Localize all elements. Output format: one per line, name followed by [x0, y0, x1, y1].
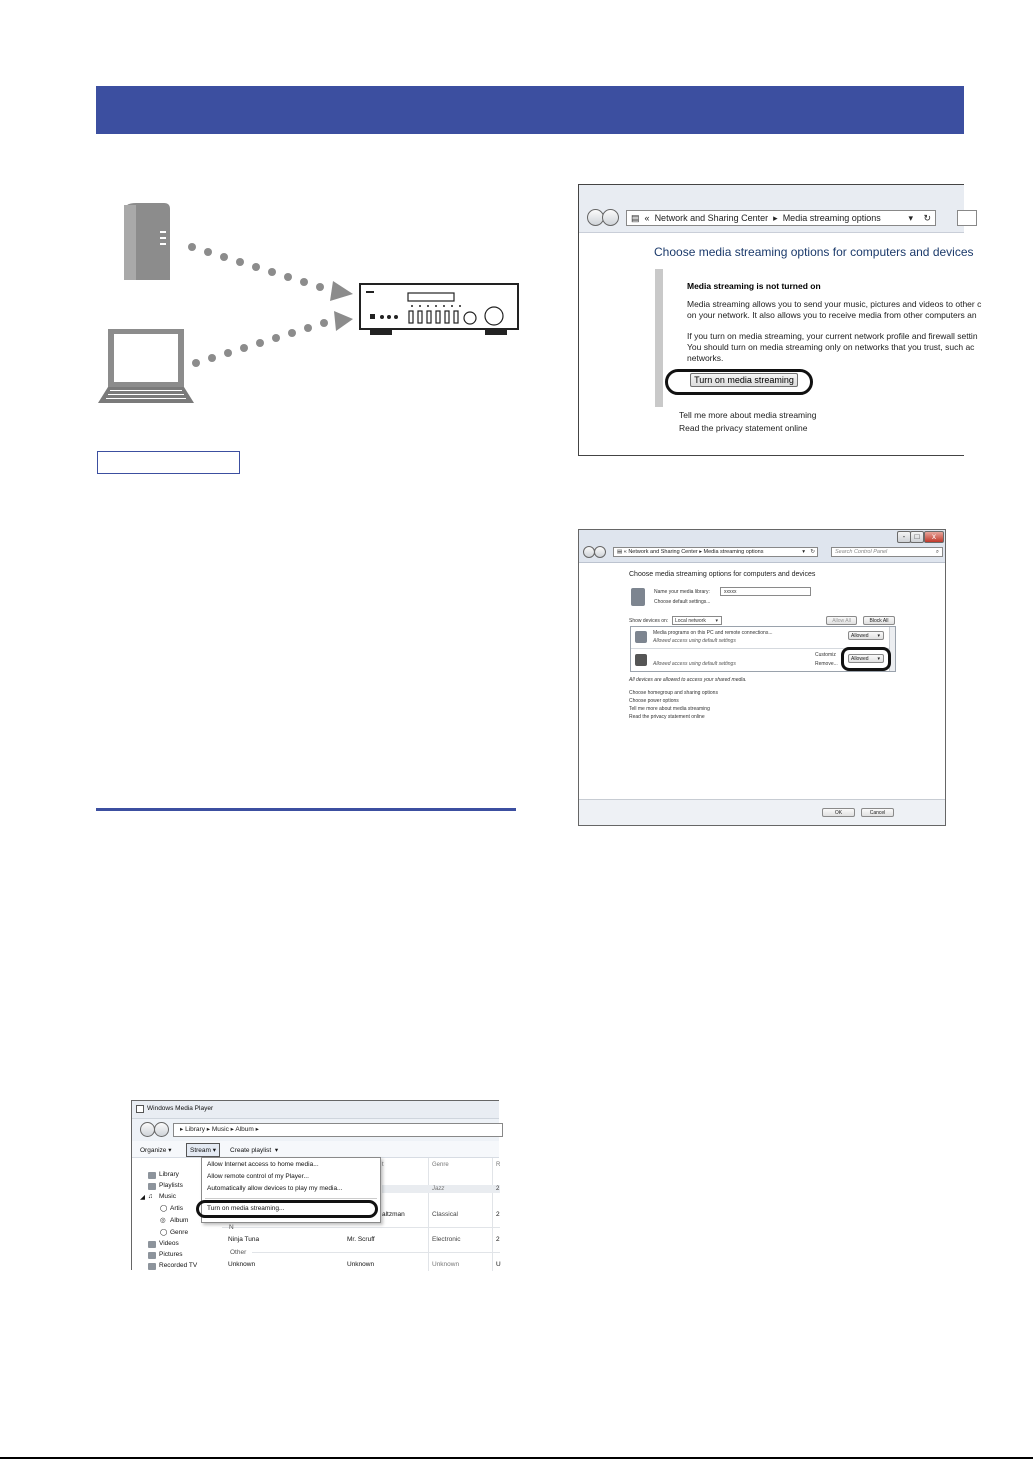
- menu-item-internet-access[interactable]: Allow Internet access to home media...: [207, 1161, 319, 1168]
- group-header-other: Other: [230, 1249, 247, 1256]
- artist-icon: ◯: [160, 1205, 168, 1212]
- link-power-options[interactable]: Choose power options: [629, 698, 679, 704]
- breadcrumb-network-sharing[interactable]: Network and Sharing Center: [628, 549, 698, 555]
- label-box: [97, 451, 240, 474]
- nav-recorded-tv[interactable]: Recorded TV: [159, 1262, 198, 1269]
- block-all-button[interactable]: Block All: [863, 616, 895, 625]
- nav-album[interactable]: Album: [170, 1217, 189, 1224]
- breadcrumb-arrow-icon: ▸: [770, 213, 781, 223]
- panel-text-line: on your network. It also allows you to receive media from other computers an: [687, 310, 977, 320]
- library-name-label: Name your media library:: [654, 589, 710, 595]
- artist-cell: Mr. Scruff: [347, 1236, 375, 1243]
- page-heading: Choose media streaming options for computers and devices: [629, 571, 816, 578]
- dropdown-arrow-icon: ▾: [212, 1147, 217, 1154]
- row-divider: [222, 1227, 500, 1228]
- library-icon: [148, 1172, 156, 1179]
- folder-icon: ▤: [631, 213, 640, 223]
- device-status: Allowed: [851, 633, 869, 639]
- address-bar[interactable]: [626, 210, 936, 226]
- section-divider: [96, 808, 516, 811]
- breadcrumb-network-sharing[interactable]: Network and Sharing Center: [654, 213, 769, 223]
- create-playlist-label: Create playlist: [230, 1147, 272, 1154]
- folder-icon: ▤ «: [617, 549, 629, 555]
- dropdown-arrow-icon: ▾: [168, 1147, 172, 1154]
- cancel-button[interactable]: Cancel: [861, 808, 894, 817]
- media-streaming-off-screenshot: [578, 184, 982, 456]
- artist-cell: altzman: [382, 1211, 405, 1218]
- menu-item-auto-allow[interactable]: Automatically allow devices to play my media...: [207, 1185, 343, 1192]
- highlight-oval: [196, 1200, 378, 1218]
- library-name-field[interactable]: [720, 587, 811, 596]
- genre-cell: Jazz: [432, 1186, 445, 1192]
- refresh-icon[interactable]: ↻: [923, 213, 931, 223]
- rating-cell: 2: [496, 1186, 500, 1192]
- breadcrumb[interactable]: [173, 1123, 503, 1137]
- nas-server-icon: [124, 203, 170, 280]
- streaming-illustration: [90, 195, 530, 410]
- close-icon[interactable]: x: [924, 531, 944, 543]
- toolbar: [132, 1141, 499, 1158]
- ok-button[interactable]: OK: [822, 808, 855, 817]
- show-devices-select[interactable]: [672, 616, 722, 625]
- breadcrumb-media-streaming[interactable]: Media streaming options: [782, 213, 881, 223]
- nav-music[interactable]: Music: [159, 1193, 176, 1200]
- create-playlist-button[interactable]: [230, 1146, 278, 1154]
- windows-media-player-screenshot: [131, 1100, 499, 1270]
- rating-cell: 2: [496, 1236, 500, 1243]
- section-title-bar: [96, 86, 964, 134]
- dialog-footer: [579, 799, 945, 825]
- recorded-tv-icon: [148, 1263, 156, 1270]
- panel-text-line: You should turn on media streaming only on networks that you trust, such ac: [687, 342, 975, 352]
- device-status: Allowed: [851, 656, 869, 662]
- laptop-icon: [98, 329, 194, 403]
- customize-link[interactable]: Customiz: [815, 652, 836, 658]
- back-button[interactable]: [140, 1122, 155, 1137]
- show-devices-value: Local network: [675, 618, 706, 624]
- column-header-artist[interactable]: t: [382, 1162, 384, 1168]
- stream-dots-top: [188, 243, 353, 301]
- organize-menu[interactable]: [140, 1146, 171, 1154]
- music-note-icon: ♫: [148, 1193, 153, 1200]
- dropdown-arrow-icon: ▾: [274, 1147, 279, 1154]
- dropdown-arrow-icon: ▾: [877, 633, 880, 639]
- forward-button[interactable]: [594, 546, 606, 558]
- minimize-icon[interactable]: -: [897, 531, 911, 543]
- row-divider: [252, 1252, 500, 1253]
- album-cell: Ninja Tuna: [228, 1236, 260, 1243]
- genre-cell: Classical: [432, 1211, 459, 1218]
- genre-cell: Unknown: [432, 1261, 460, 1268]
- dropdown-arrow-icon: ▾: [877, 656, 880, 662]
- receiver-device-icon: [635, 654, 647, 666]
- device-subtitle: Allowed access using default settings: [653, 661, 736, 667]
- choose-default-settings-link[interactable]: Choose default settings...: [654, 599, 711, 605]
- artist-cell: Unknown: [347, 1261, 375, 1268]
- library-name-value: xxxxx: [724, 589, 737, 595]
- menu-item-remote-control[interactable]: Allow remote control of my Player...: [207, 1173, 309, 1180]
- search-placeholder: Search Control Panel: [835, 549, 888, 555]
- nav-bar: [132, 1119, 499, 1141]
- link-privacy-statement[interactable]: Read the privacy statement online: [679, 423, 808, 433]
- search-icon[interactable]: ⌕: [935, 549, 939, 555]
- forward-button[interactable]: [602, 209, 619, 226]
- link-tell-me-more[interactable]: Tell me more about media streaming: [629, 706, 710, 712]
- playlists-icon: [148, 1183, 156, 1190]
- column-divider: [428, 1158, 429, 1271]
- panel-heading: Media streaming is not turned on: [687, 281, 821, 291]
- highlight-oval: [841, 647, 891, 671]
- remove-link[interactable]: Remove...: [815, 661, 838, 667]
- column-header-rating[interactable]: R: [496, 1162, 501, 1168]
- device-access-select[interactable]: [848, 631, 884, 640]
- allow-all-button[interactable]: Allow All: [826, 616, 857, 625]
- rating-cell: 2: [496, 1211, 500, 1218]
- album-cell: Unknown: [228, 1261, 256, 1268]
- nav-pictures[interactable]: Pictures: [159, 1251, 183, 1258]
- link-homegroup[interactable]: Choose homegroup and sharing options: [629, 690, 718, 696]
- device-title: Media programs on this PC and remote connections...: [653, 630, 773, 636]
- breadcrumb-album[interactable]: Album: [235, 1126, 254, 1133]
- dropdown-arrow-icon: ▾: [715, 618, 718, 624]
- turn-on-media-streaming-button[interactable]: Turn on media streaming: [690, 373, 798, 387]
- breadcrumb-music[interactable]: Music: [211, 1126, 229, 1133]
- panel-text-line: Media streaming allows you to send your music, pictures and videos to other c: [687, 299, 982, 309]
- rating-cell: U: [496, 1261, 501, 1268]
- media-streaming-options-screenshot: [578, 529, 946, 826]
- breadcrumb-arrow-icon: ▸: [699, 549, 704, 555]
- show-devices-label: Show devices on:: [629, 618, 669, 624]
- breadcrumb-arrow-icon: ▸: [180, 1126, 186, 1133]
- breadcrumb-library[interactable]: Library: [185, 1126, 205, 1133]
- breadcrumb-arrow-icon: ▸: [255, 1126, 259, 1133]
- nav-artist[interactable]: Artis: [170, 1205, 183, 1212]
- nav-videos[interactable]: Videos: [159, 1240, 179, 1247]
- panel-text-line: networks.: [687, 353, 724, 363]
- menu-separator: [205, 1198, 377, 1199]
- panel-text-line: If you turn on media streaming, your current network profile and firewall settin: [687, 331, 978, 341]
- page-heading: Choose media streaming options for computers and devices: [654, 245, 974, 259]
- nav-playlists[interactable]: Playlists: [159, 1182, 183, 1189]
- genre-icon: ◯: [160, 1229, 168, 1236]
- search-input[interactable]: [831, 547, 943, 557]
- title-bar: [132, 1101, 499, 1119]
- link-privacy[interactable]: Read the privacy statement online: [629, 714, 705, 720]
- device-subtitle: Allowed access using default settings: [653, 638, 736, 644]
- stream-menu-button[interactable]: [186, 1143, 220, 1157]
- breadcrumb-media-streaming[interactable]: Media streaming options: [703, 549, 764, 555]
- app-icon: [136, 1105, 144, 1113]
- media-programs-icon: [635, 631, 647, 643]
- menu-item-turn-on-streaming[interactable]: Turn on media streaming...: [207, 1205, 285, 1212]
- column-divider: [492, 1158, 493, 1271]
- breadcrumb-arrow-icon: ▸: [230, 1126, 236, 1133]
- column-header-genre[interactable]: Genre: [432, 1162, 449, 1168]
- dropdown-arrow-icon[interactable]: ▾: [908, 213, 913, 223]
- nav-genre[interactable]: Genre: [170, 1229, 189, 1236]
- stream-label: Stream: [190, 1147, 211, 1154]
- group-header-n: N: [229, 1224, 234, 1231]
- breadcrumb-arrow-icon: ▸: [206, 1126, 212, 1133]
- maximize-icon[interactable]: □: [910, 531, 924, 543]
- forward-button[interactable]: [154, 1122, 169, 1137]
- album-icon: ◎: [160, 1217, 166, 1224]
- media-library-icon: [631, 588, 645, 606]
- refresh-icon[interactable]: ↻: [810, 549, 815, 555]
- breadcrumb-chevron-icon: «: [642, 213, 653, 223]
- link-tell-me-more[interactable]: Tell me more about media streaming: [679, 410, 817, 420]
- all-allowed-note: All devices are allowed to access your shared media.: [629, 677, 747, 683]
- network-receiver-icon: [360, 284, 518, 335]
- address-bar[interactable]: [613, 547, 818, 557]
- nav-library[interactable]: Library: [159, 1171, 179, 1178]
- search-box[interactable]: [957, 210, 977, 226]
- expand-arrow-icon[interactable]: ◢: [140, 1194, 145, 1201]
- organize-label: Organize: [140, 1147, 167, 1154]
- window-title: Windows Media Player: [147, 1105, 214, 1112]
- highlight-oval: [665, 369, 813, 395]
- genre-cell: Electronic: [432, 1236, 461, 1243]
- videos-icon: [148, 1241, 156, 1248]
- stream-dots-bottom: [192, 311, 353, 367]
- dropdown-arrow-icon[interactable]: ▾: [802, 549, 805, 555]
- pictures-icon: [148, 1252, 156, 1259]
